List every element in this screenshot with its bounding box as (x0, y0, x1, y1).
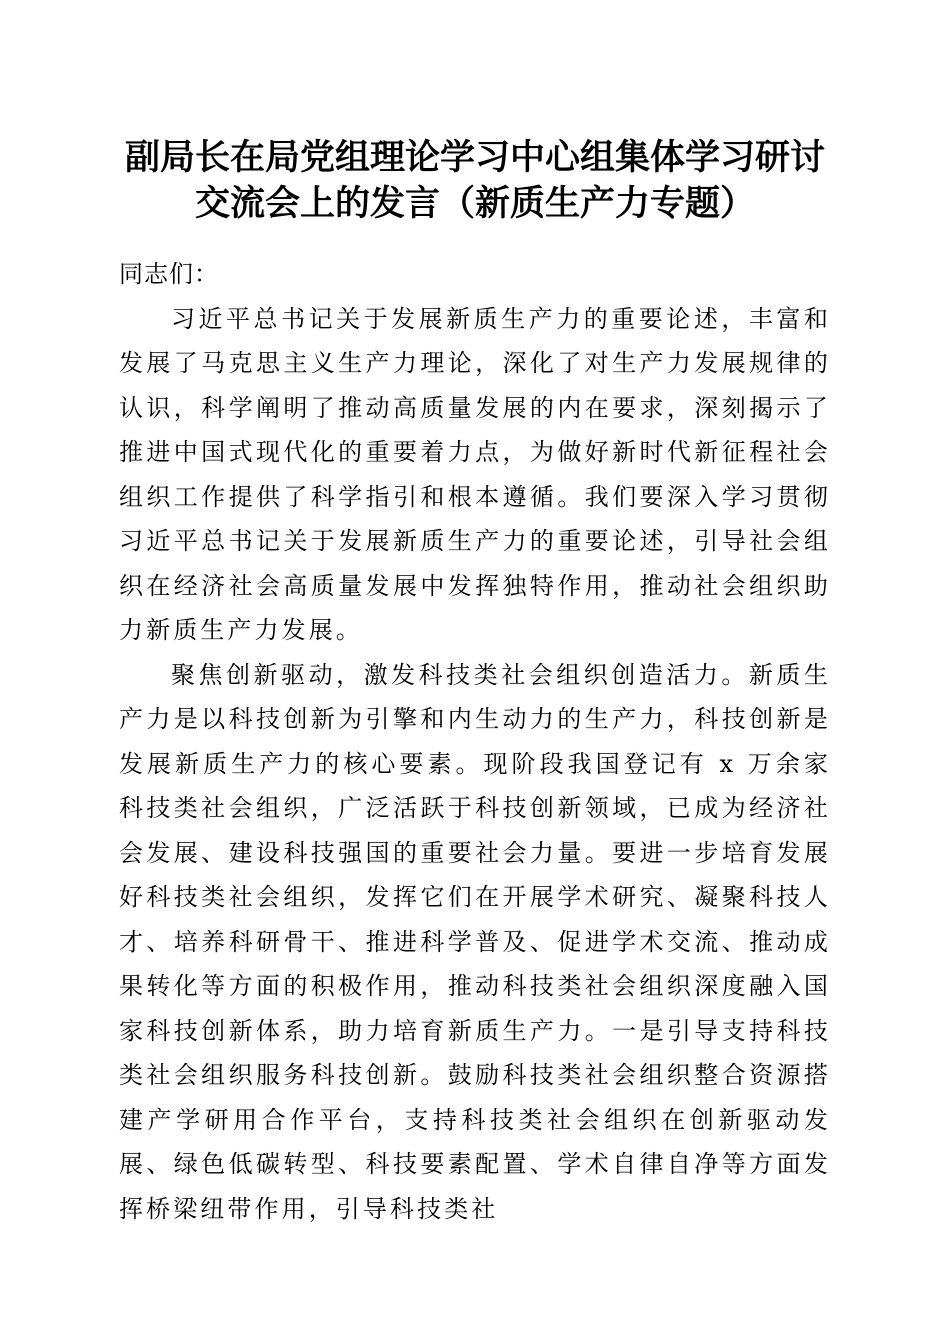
document-title (100, 135, 850, 227)
greeting: 同志们： (119, 260, 219, 288)
title-line-1: 副局长在局党组理论学习中心组集体学习研讨 (124, 137, 825, 178)
paragraph-2: 聚焦创新驱动，激发科技类社会组织创造活力。新质生产力是以科技创新为引擎和内生动力的生产力，科技创新是发展新质生产力的核心要素。现阶段我国登记有 x 万余家科技类社会组织，广泛活跃于科技创新领域，已成为经济社会发展、建设科技强国的重要社会力量。要进一步培育发展好科技类社会组织，发挥它们在开展学术研究、凝聚科技人才、培养科研骨干、推进科学普及、促进学术交流、推动成果转化等方面的积极作用，推动科技类社会组织深度融入国家科技创新体系，助力培育新质生产力。一是引导支持科技类社会组织服务科技创新。鼓励科技类社会组织整合资源搭建产学研用合作平台，支持科技类社会组织在创新驱动发展、绿色低碳转型、科技要素配置、学术自律自净等方面发挥桥梁纽带作用，引导科技类社 (119, 660, 831, 1223)
paragraph-1: 习近平总书记关于发展新质生产力的重要论述，丰富和发展了马克思主义生产力理论，深化了对生产力发展规律的认识，科学阐明了推动高质量发展的内在要求，深刻揭示了推进中国式现代化的重要着力点，为做好新时代新征程社会组织工作提供了科学指引和根本遵循。我们要深入学习贯彻习近平总书记关于发展新质生产力的重要论述，引导社会组织在经济社会高质量发展中发挥独特作用，推动社会组织助力新质生产力发展。 (119, 304, 831, 644)
document-body (119, 252, 831, 1231)
title-line-2: 交流会上的发言（新质生产力专题） (194, 183, 755, 224)
